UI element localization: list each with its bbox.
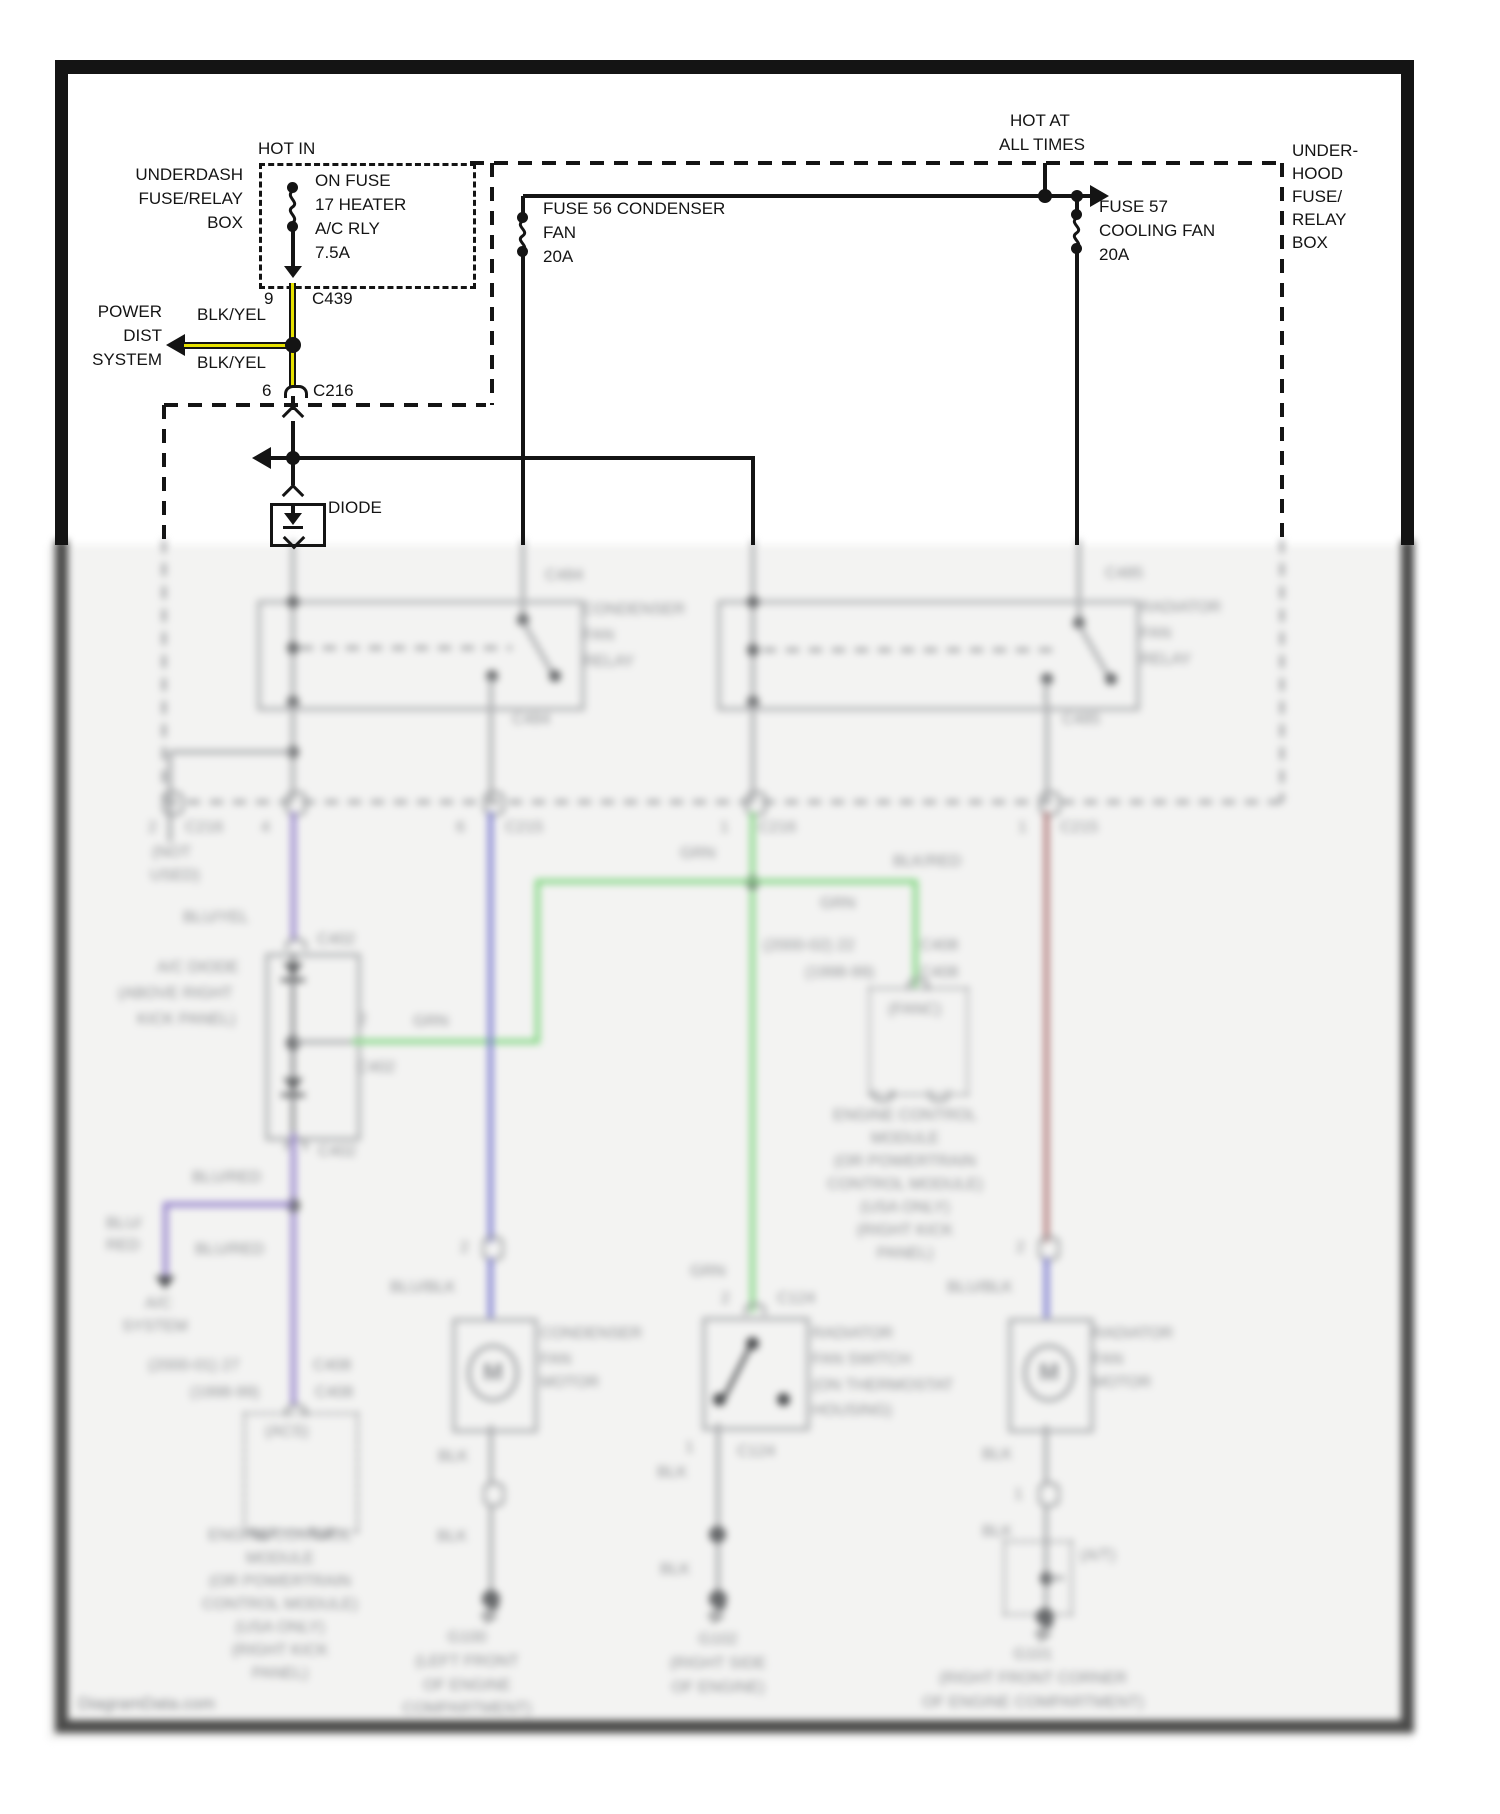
- g101-name: G101: [1013, 1646, 1053, 1663]
- label-grn-2: GRN: [820, 895, 856, 912]
- ac-diode-name-2: (ABOVE RIGHT: [118, 985, 233, 1002]
- fuse17-wire-down: [291, 230, 295, 268]
- fuse57-label-3: 20A: [1099, 245, 1130, 264]
- wire-rad-motor-gnd-1: [1044, 1425, 1048, 1485]
- ecm-right-conn-l2a: (1998-99): [805, 964, 875, 981]
- ac-diode-pin-2: 2: [358, 1011, 367, 1028]
- label-ac-system-1: A/C: [145, 1295, 172, 1312]
- not-used-line1: (NOT: [152, 844, 192, 861]
- g101-loc-2: OF ENGINE COMPARTMENT): [922, 1694, 1144, 1711]
- fuse17-label-4: 7.5A: [315, 243, 350, 262]
- page-border-left: [55, 60, 68, 545]
- ecm-left-text-7: PANEL): [251, 1665, 309, 1682]
- label-grn-1: GRN: [680, 845, 716, 862]
- ecm-right-text-1: ENGINE CONTROL: [832, 1107, 977, 1124]
- relay2-blade-end: [1105, 673, 1117, 685]
- ecm-left-text-1: ENGINE CONTROL: [207, 1527, 352, 1544]
- relay1-name-3: RELAY: [583, 653, 635, 670]
- relay2-name-3: RELAY: [1140, 651, 1192, 668]
- power-dist-3: SYSTEM: [92, 350, 162, 369]
- wire-blu-red-branch-v: [163, 1202, 168, 1278]
- ecm-right-pin-name: (FANC): [888, 1001, 942, 1018]
- c439-label: C439: [312, 289, 353, 308]
- underhood-label-2: HOOD: [1292, 164, 1343, 183]
- ecm-right-text-7: PANEL): [876, 1245, 934, 1262]
- ac-diode-top-connector: [285, 938, 307, 950]
- rad-motor-pin-1: 1: [1014, 1486, 1023, 1503]
- ecm-right-text-6: (RIGHT KICK: [856, 1222, 954, 1239]
- ecm-right-text-2: MODULE: [870, 1130, 940, 1147]
- label-blk-6: BLK: [982, 1523, 1013, 1540]
- underhood-label-4: RELAY: [1292, 210, 1347, 229]
- row-connector-arc: [285, 791, 307, 803]
- label-blu-blk-left: BLU/BLK: [390, 1279, 456, 1296]
- switch-gnd-joint: [709, 1526, 726, 1543]
- ecm-left-text-6: (RIGHT KICK: [231, 1642, 329, 1659]
- underdash-label-3: BOX: [207, 213, 243, 232]
- label-blk-3: BLK: [657, 1464, 688, 1481]
- label-blkyel-1: BLK/YEL: [197, 305, 266, 324]
- fuse17-label-3: A/C RLY: [315, 219, 380, 238]
- g100-name: G100: [447, 1629, 487, 1646]
- cond-motor-name-2: FAN: [540, 1351, 572, 1368]
- label-blk-red: BLK/RED: [893, 853, 962, 870]
- page-border-right: [1401, 60, 1414, 545]
- underhood-dashed-left-sharp: [162, 405, 166, 545]
- fuse57-label-2: COOLING FAN: [1099, 221, 1216, 240]
- wire-pin2-up: [168, 752, 172, 812]
- underhood-box-dashed-left: [162, 540, 166, 802]
- page-border-left-blur: [55, 540, 68, 1732]
- row-pin-1a: 1: [720, 819, 729, 836]
- g100-loc-3: COMPARTMENT): [402, 1700, 532, 1717]
- underhood-box-dashed-bottom: [164, 800, 1282, 804]
- ecm-left-text-3: (OR POWERTRAIN: [209, 1573, 351, 1590]
- g101-loc-1: (RIGHT FRONT CORNER: [939, 1670, 1127, 1687]
- fuse17-arrow: [284, 266, 302, 278]
- g102-loc-1: (RIGHT SIDE: [669, 1655, 767, 1672]
- ecm-right-text-5: (USA ONLY): [860, 1199, 950, 1216]
- fuse56-wire-down: [521, 255, 525, 545]
- ecm-left-pin-name: (ACS): [265, 1423, 309, 1440]
- page-border-bottom-blur: [55, 1720, 1414, 1733]
- wire-switch-gnd-2: [716, 1543, 720, 1590]
- wire-relay1-output-down: [489, 703, 493, 802]
- row-c216-a: C216: [185, 819, 224, 836]
- rad-inline-connector-top: [1038, 1236, 1060, 1248]
- label-hot-in: HOT IN: [258, 139, 316, 158]
- label-all-times: ALL TIMES: [999, 135, 1085, 154]
- fan-switch-pin-2: 2: [721, 1290, 730, 1307]
- c216-connector-arc: [284, 385, 308, 398]
- condenser-fan-relay-box: [257, 600, 585, 711]
- diode-label: DIODE: [328, 498, 382, 517]
- g102-name: G102: [698, 1631, 738, 1648]
- wire-blu-yel: [291, 812, 296, 942]
- label-blk-5: BLK: [982, 1446, 1013, 1463]
- rad-motor-pin-2: 2: [1016, 1239, 1025, 1256]
- ac-diode-name-1: A/C DIODE: [157, 959, 239, 976]
- ecm-right-conn-l2b: C408: [920, 964, 959, 981]
- relay2-name-2: FAN: [1140, 625, 1172, 642]
- cond-gnd-connector-bottom: [483, 1495, 505, 1507]
- label-ac-system-2: SYSTEM: [122, 1318, 188, 1335]
- row-connector-arc: [1039, 804, 1061, 816]
- ac-diode-symbol-1: [283, 963, 303, 976]
- power-dist-2: DIST: [123, 326, 162, 345]
- ac-diode-name-3: KICK PANEL): [137, 1011, 236, 1028]
- fuse56-label-3: 20A: [543, 247, 574, 266]
- ecm-left-conn-l2b: C408: [315, 1384, 354, 1401]
- wire-cond-motor-gnd-2: [489, 1504, 493, 1592]
- power-dist-arrow: [166, 334, 185, 356]
- fuse57-label-1: FUSE 57: [1099, 197, 1168, 216]
- g102-loc-2: OF ENGINE): [671, 1679, 765, 1696]
- switch-contact-bottom-left: [713, 1393, 726, 1406]
- cond-motor-name-3: MOTOR: [540, 1374, 600, 1391]
- fan-switch-pin-1: 1: [685, 1439, 694, 1456]
- c216-label: C216: [313, 381, 354, 400]
- wire-relay2-coil-down: [751, 703, 755, 802]
- cond-inline-connector-bottom: [482, 1249, 504, 1261]
- pin9-label: 9: [264, 289, 274, 308]
- ac-diode-bar-1: [281, 978, 305, 982]
- relay1-name-2: FAN: [583, 627, 615, 644]
- ac-diode-symbol-2: [283, 1078, 303, 1091]
- label-blu-blk-right: BLU/BLK: [947, 1279, 1013, 1296]
- label-blu-split-2: RED: [106, 1237, 140, 1254]
- diode-triangle: [284, 513, 302, 525]
- underhood-dashed-right-sharp: [1280, 163, 1284, 545]
- underhood-label-3: FUSE/: [1292, 187, 1343, 206]
- ecm-right-conn-l1b: C408: [920, 937, 959, 954]
- wire-coil-to-relay2: [751, 540, 755, 602]
- rad-gnd-connector-top: [1038, 1482, 1060, 1494]
- row-c215-a: C215: [505, 819, 544, 836]
- underhood-dashed-jog-h: [164, 403, 486, 407]
- power-dist-1: POWER: [97, 302, 162, 321]
- fuse56-label-1: FUSE 56 CONDENSER: [543, 199, 726, 218]
- ecm-left-text-4: CONTROL MODULE): [202, 1596, 358, 1613]
- pin6-label: 6: [262, 381, 272, 400]
- relay2-name-1: RADIATOR: [1140, 599, 1222, 616]
- rad-gnd-connector-bottom: [1038, 1495, 1060, 1507]
- condenser-motor-symbol: M: [467, 1344, 519, 1402]
- coil-feed-horizontal: [295, 456, 755, 460]
- wire-blu-blk-right-2: [1044, 1258, 1049, 1318]
- label-blu-red-b: BLU/RED: [195, 1241, 265, 1258]
- feed-junction-dot: [1038, 189, 1052, 203]
- wire-blu-red-branch-h: [163, 1202, 293, 1207]
- cond-inline-connector-top: [482, 1236, 504, 1248]
- row-connector-arc: [162, 791, 184, 803]
- ac-diode-c402-mid: C402: [357, 1059, 396, 1076]
- radiator-fan-switch-box: [702, 1317, 810, 1431]
- fan-switch-c124-top: C124: [777, 1290, 816, 1307]
- rad-motor-name-3: MOTOR: [1092, 1374, 1152, 1391]
- relay1-dot-top: [287, 596, 299, 608]
- row-pin-1b: 1: [1018, 819, 1027, 836]
- blkyel-junction-dot: [285, 337, 301, 353]
- row-connector-arc: [483, 804, 505, 816]
- row-connector-arc: [745, 804, 767, 816]
- page-border-right-blur: [1401, 540, 1414, 1732]
- label-blu-split-1: BLU/: [106, 1215, 142, 1232]
- rad-inline-connector-bottom: [1038, 1249, 1060, 1261]
- branch-wire-left: [269, 456, 293, 460]
- label-at: (A/T): [1080, 1547, 1116, 1564]
- fuse17-label-1: ON FUSE: [315, 171, 391, 190]
- underhood-dashed-jog-v: [490, 163, 494, 405]
- label-blk-1: BLK: [438, 1448, 469, 1465]
- row-connector-arc: [1039, 791, 1061, 803]
- wire-switch-gnd-1: [716, 1423, 720, 1533]
- label-hot-at: HOT AT: [1010, 111, 1070, 130]
- fuse56-label-2: FAN: [543, 223, 577, 242]
- not-used-line2: USED): [150, 867, 200, 884]
- relay1-coil: [300, 646, 512, 650]
- ecm-left-conn-l2a: (1998-99): [190, 1384, 260, 1401]
- cond-gnd-connector-top: [483, 1482, 505, 1494]
- ecm-right-bottom-arc-2: [928, 1090, 950, 1102]
- underdash-label-1: UNDERDASH: [135, 165, 243, 184]
- watermark: DiagramData.com: [78, 1694, 215, 1713]
- fuse17-element: [285, 191, 300, 223]
- wire-grn-left-drop: [535, 879, 540, 1043]
- label-grn-4: GRN: [690, 1263, 726, 1280]
- ac-diode-inner-branch: [293, 1040, 353, 1044]
- switch-contact-bottom-right: [777, 1393, 790, 1406]
- cond-motor-name-1: CONDENSER: [540, 1325, 643, 1342]
- g100-loc-1: (LEFT FRONT: [415, 1653, 519, 1670]
- row-c216-b: C216: [758, 819, 797, 836]
- row-pin-2: 2: [148, 819, 157, 836]
- ecm-left-conn-l1b: C408: [313, 1357, 352, 1374]
- underhood-dashed-top: [470, 161, 1282, 165]
- wire-blu-blk-left: [488, 812, 493, 1242]
- relay2-connector-top-label: C485: [1105, 565, 1144, 582]
- relay2-output-stub: [1044, 681, 1048, 703]
- relay2-dot-top: [747, 596, 759, 608]
- relay1-dot-coil: [287, 642, 299, 654]
- row-connector-arc: [745, 791, 767, 803]
- radiator-motor-symbol: M: [1023, 1344, 1075, 1402]
- relay1-blade-end: [549, 670, 561, 682]
- label-grn-3: GRN: [413, 1013, 449, 1030]
- row-pin-4: 4: [261, 819, 270, 836]
- ecm-right-text-3: (OR POWERTRAIN: [834, 1153, 976, 1170]
- cond-motor-pin: 2: [460, 1239, 469, 1256]
- wire-blu-blk-left-2: [488, 1258, 493, 1318]
- fan-switch-c124-bot: C124: [737, 1443, 776, 1460]
- at-box-stub: [1048, 1576, 1064, 1580]
- underhood-label-1: UNDER-: [1292, 141, 1359, 160]
- underdash-label-2: FUSE/RELAY: [138, 189, 243, 208]
- wire-blkyel-yellow: [291, 283, 294, 388]
- label-blk-2: BLK: [437, 1528, 468, 1545]
- ac-system-arrow: [155, 1276, 175, 1289]
- ecm-left-text-2: MODULE: [245, 1550, 315, 1567]
- row-pin-6: 6: [456, 819, 465, 836]
- ac-diode-c402-top: C402: [317, 931, 356, 948]
- ac-diode-bar-2: [281, 1093, 305, 1097]
- relay1-connector-bottom-label: C484: [512, 711, 551, 728]
- fan-switch-name-2: FAN SWITCH: [812, 1351, 911, 1368]
- relay2-connector-bottom-label: C485: [1062, 711, 1101, 728]
- rad-motor-name-1: RADIATOR: [1092, 1325, 1174, 1342]
- ac-diode-box: [265, 953, 361, 1141]
- fan-switch-connector-arc: [744, 1303, 766, 1315]
- ecm-left-conn-l1a: (2000-01) 27: [148, 1357, 240, 1374]
- ecm-right-bottom-arc-1: [872, 1090, 894, 1102]
- rad-motor-name-2: FAN: [1092, 1351, 1124, 1368]
- relay1-output-stub: [489, 678, 493, 703]
- fuse57-wire-down: [1075, 252, 1079, 545]
- wire-cond-motor-gnd-1: [489, 1425, 493, 1485]
- underhood-box-dashed-right: [1280, 540, 1284, 802]
- label-blk-4: BLK: [660, 1561, 691, 1578]
- label-blkyel-2: BLK/YEL: [197, 353, 266, 372]
- ac-diode-bottom-connector: [285, 1138, 307, 1150]
- row-connector-arc: [483, 791, 505, 803]
- wire-blu-red-main: [291, 1133, 296, 1405]
- wire-relay2-output-down: [1045, 703, 1049, 802]
- wire-grn-to-ac-diode: [352, 1039, 540, 1044]
- page-border-top: [55, 60, 1414, 74]
- fan-switch-name-4: HOUSING): [812, 1402, 892, 1419]
- fan-switch-name-3: (ON THERMOSTAT: [812, 1377, 954, 1394]
- wire-grn-horizontal: [537, 879, 917, 884]
- relay2-dot-coil: [747, 644, 759, 656]
- ac-diode-c402-bot: C402: [318, 1143, 357, 1160]
- ecm-right-text-4: CONTROL MODULE): [827, 1176, 983, 1193]
- wire-grn-to-ecm: [913, 879, 918, 987]
- row-connector-arc: [162, 804, 184, 816]
- row-connector-arc: [285, 804, 307, 816]
- wire-pin2-stub-not-used: [168, 812, 172, 842]
- relay1-name-1: CONDENSER: [583, 601, 686, 618]
- wire-branch-left: [170, 750, 293, 754]
- g100-loc-2: OF ENGINE: [422, 1677, 511, 1694]
- relay2-coil: [763, 648, 1059, 652]
- label-blu-yel: BLU/YEL: [183, 909, 249, 926]
- fan-switch-name-1: RADIATOR: [812, 1325, 894, 1342]
- label-blu-red-a: BLU/RED: [192, 1169, 262, 1186]
- coil-feed-drop: [751, 456, 755, 545]
- ecm-left-text-5: (USA ONLY): [235, 1619, 325, 1636]
- ecm-right-conn-l1a: (2000-02) 22: [763, 937, 855, 954]
- fuse17-label-2: 17 HEATER: [315, 195, 407, 214]
- power-dist-wire-yellow: [184, 344, 293, 347]
- wire-blk-red: [1044, 812, 1049, 1242]
- relay1-connector-top-label: C484: [545, 567, 584, 584]
- row-c215-b: C215: [1060, 819, 1099, 836]
- underhood-label-5: BOX: [1292, 233, 1328, 252]
